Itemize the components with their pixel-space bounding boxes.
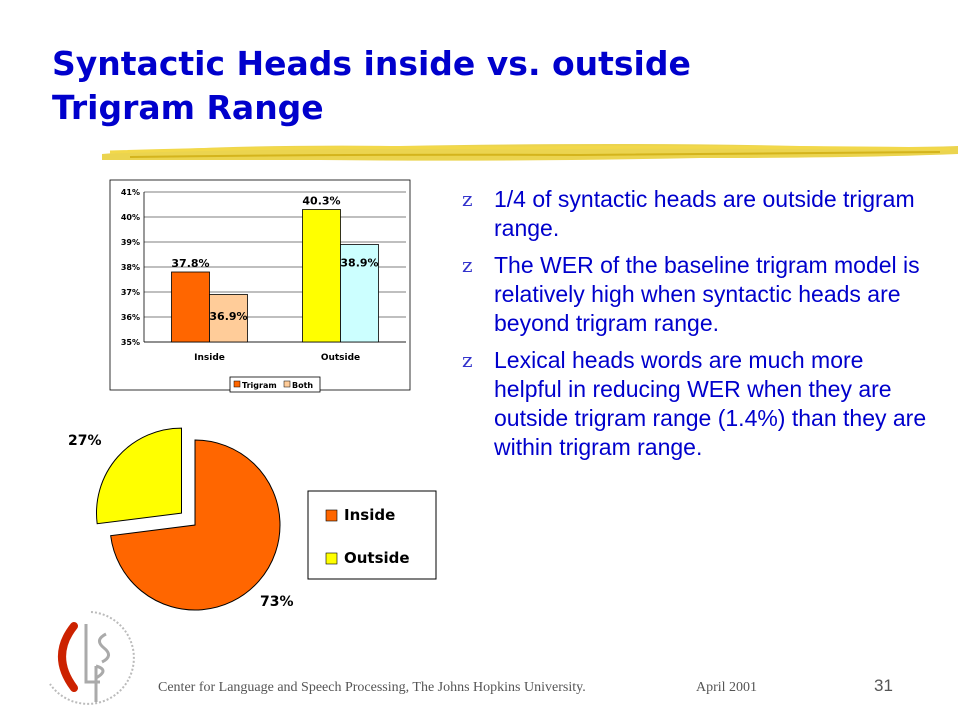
footer-date: April 2001 <box>696 680 758 695</box>
pie-legend-label-outside: Outside <box>344 549 410 567</box>
bar-chart <box>100 178 420 400</box>
bar-data-label: 37.8% <box>171 257 210 270</box>
title-underline-stroke <box>100 136 960 170</box>
y-tick-label: 40% <box>120 213 140 222</box>
y-tick-label: 41% <box>120 188 140 197</box>
bullet-marker: z <box>462 348 473 372</box>
pie-legend-swatch-inside <box>326 510 337 521</box>
y-tick-label: 37% <box>120 288 140 297</box>
legend-label-trigram: Trigram <box>242 381 277 390</box>
x-category-label: Outside <box>320 353 361 363</box>
x-category-label: Inside <box>194 353 225 363</box>
bullet-item <box>462 346 932 462</box>
bullet-item <box>462 251 932 338</box>
bar-data-label: 40.3% <box>302 194 341 208</box>
legend-swatch-trigram <box>234 381 240 387</box>
bullet-text: The WER of the baseline trigram model is relatively high when syntactic heads are beyond trigram range. <box>494 252 920 336</box>
y-tick-label: 36% <box>120 313 140 322</box>
legend-label-both: Both <box>292 381 314 390</box>
bar-outside-trigram <box>303 210 341 343</box>
bullet-text: Lexical heads words are much more helpful in reducing WER when they are outside trigram range (1.4%) than they are within trigram range. <box>494 347 927 460</box>
pie-label-inside: 73% <box>260 594 294 610</box>
bullet-list <box>462 185 932 470</box>
pie-label-outside: 27% <box>68 433 102 449</box>
legend-swatch-both <box>284 381 290 387</box>
bar-data-label: 38.9% <box>340 256 379 270</box>
page-number: 31 <box>874 676 893 695</box>
bullet-item <box>462 185 932 243</box>
y-tick-label: 39% <box>120 238 140 247</box>
bar-inside-trigram <box>172 272 210 342</box>
y-tick-label: 38% <box>120 263 140 272</box>
pie-chart <box>60 420 450 615</box>
bar-data-label: 36.9% <box>209 310 248 323</box>
slide-title-line2: Trigram Range <box>52 88 324 127</box>
pie-slice-outside <box>96 428 181 524</box>
bullet-marker: z <box>462 253 473 277</box>
bullet-text: 1/4 of syntactic heads are outside trigram range. <box>494 186 915 241</box>
bullet-marker: z <box>462 187 473 211</box>
y-tick-label: 35% <box>120 338 140 347</box>
footer-organization: Center for Language and Speech Processing, The Johns Hopkins University. <box>158 680 586 695</box>
pie-legend-swatch-outside <box>326 553 337 564</box>
slide-title-line1: Syntactic Heads inside vs. outside <box>52 44 691 83</box>
bar-legend <box>230 377 320 392</box>
slide-title <box>52 42 691 130</box>
pie-legend <box>308 491 436 579</box>
clsp-logo <box>36 604 146 714</box>
pie-legend-label-inside: Inside <box>344 506 396 524</box>
